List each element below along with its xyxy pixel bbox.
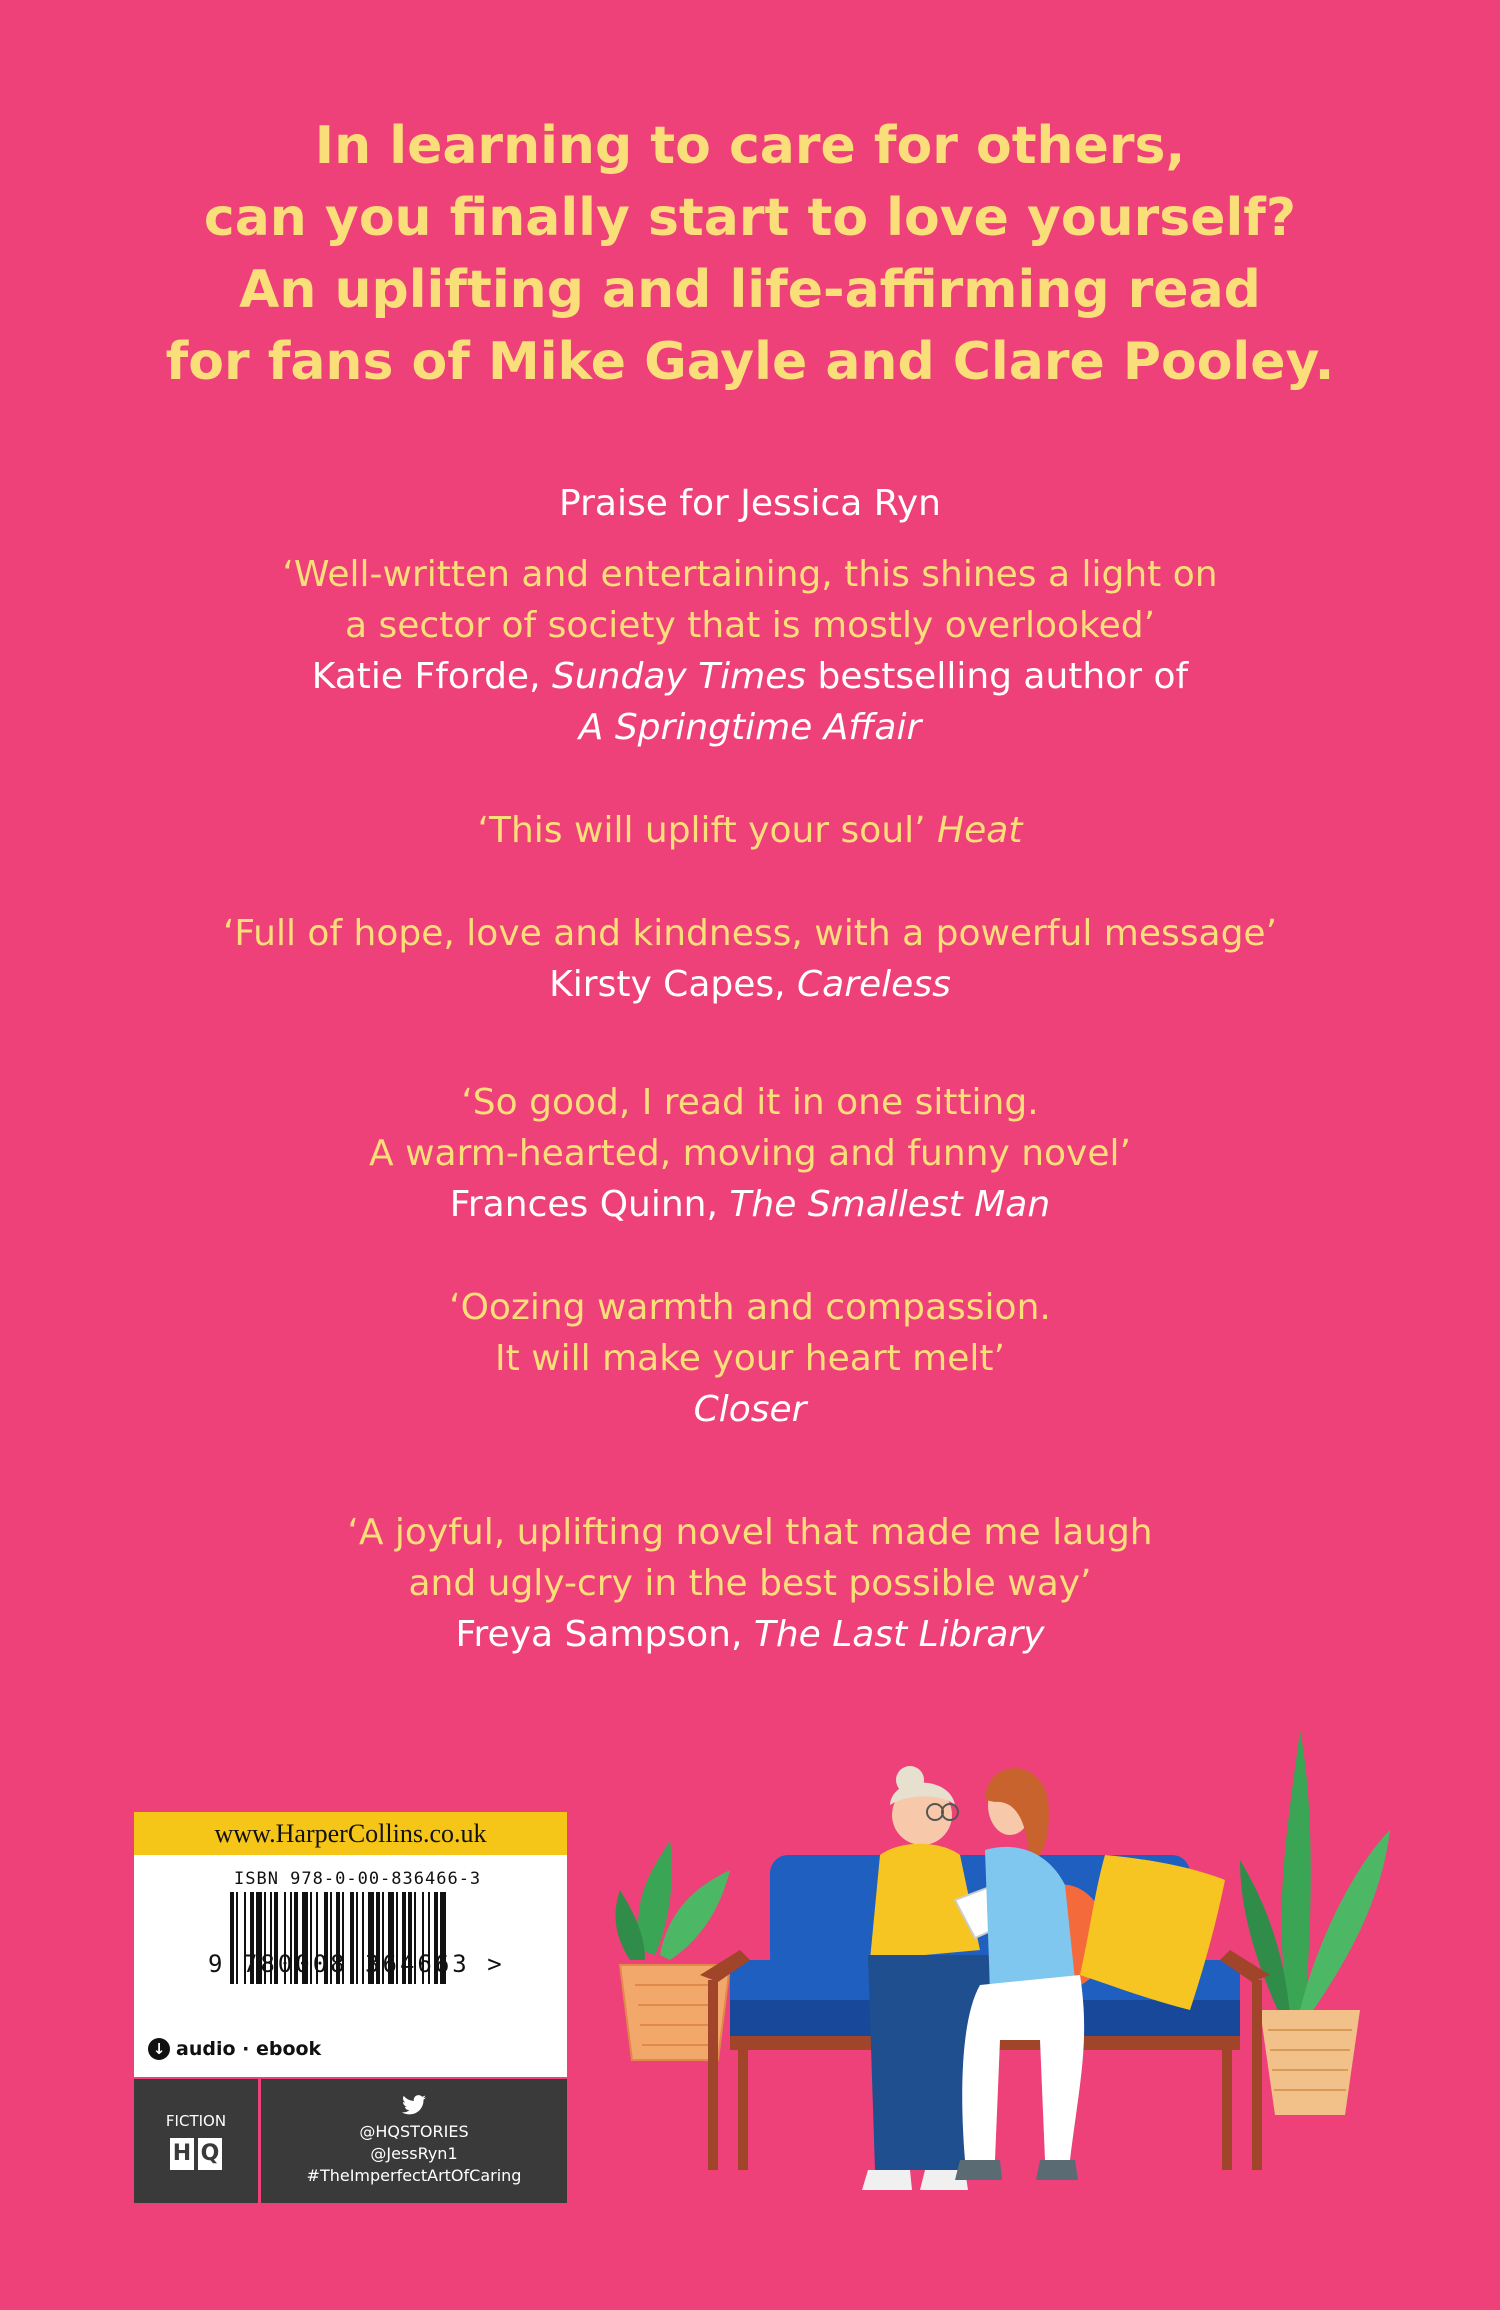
formats-line bbox=[148, 2038, 321, 2060]
review-quote: A warm-hearted, moving and funny novel’ bbox=[369, 1133, 1131, 1174]
review-attribution bbox=[0, 1179, 1500, 1230]
review-quote: ‘Well-written and entertaining, this shines a light on bbox=[282, 554, 1218, 595]
review-4 bbox=[0, 1077, 1500, 1230]
cover-blurb bbox=[0, 110, 1500, 398]
review-2 bbox=[0, 805, 1500, 856]
logo-letter: H bbox=[170, 2138, 194, 2170]
publication-name: Sunday Times bbox=[551, 656, 807, 697]
praise-heading: Praise for Jessica Ryn bbox=[559, 483, 941, 524]
imprint-footer bbox=[134, 2079, 567, 2203]
blurb-line: can you finally start to love yourself? bbox=[203, 188, 1297, 248]
social-panel bbox=[261, 2079, 567, 2203]
blurb-line: In learning to care for others, bbox=[314, 116, 1186, 176]
review-1 bbox=[0, 549, 1500, 753]
blurb-line: for fans of Mike Gayle and Clare Pooley. bbox=[165, 332, 1335, 392]
review-quote: ‘So good, I read it in one sitting. bbox=[461, 1082, 1039, 1123]
review-6 bbox=[0, 1507, 1500, 1660]
barcode-panel bbox=[134, 1812, 567, 2077]
author-name: Kirsty Capes, bbox=[549, 964, 798, 1005]
sofa-illustration bbox=[600, 1720, 1400, 2240]
author-name: Frances Quinn, bbox=[449, 1184, 730, 1225]
book-title: A Springtime Affair bbox=[578, 707, 922, 748]
review-quote bbox=[0, 805, 1500, 856]
review-quote: It will make your heart melt’ bbox=[495, 1338, 1005, 1379]
review-attribution bbox=[0, 959, 1500, 1010]
formats-label: audio · ebook bbox=[176, 2038, 322, 2060]
blurb-line: An uplifting and life-affirming read bbox=[239, 260, 1261, 320]
social-handle: @HQSTORIES bbox=[359, 2122, 469, 2141]
review-attribution bbox=[0, 1384, 1500, 1435]
twitter-icon bbox=[402, 2095, 426, 2119]
review-3 bbox=[0, 908, 1500, 1010]
hq-imprint bbox=[134, 2079, 261, 2203]
author-name: Katie Fforde, bbox=[311, 656, 552, 697]
publisher-url: www.HarperCollins.co.uk bbox=[134, 1812, 567, 1855]
right-plant bbox=[1240, 1730, 1390, 2115]
hq-logo bbox=[170, 2138, 222, 2170]
social-hashtag: #TheImperfectArtOfCaring bbox=[306, 2166, 522, 2185]
review-quote: and ugly-cry in the best possible way’ bbox=[408, 1563, 1092, 1604]
author-description: bestselling author of bbox=[806, 656, 1189, 697]
social-handle: @JessRyn1 bbox=[370, 2144, 458, 2163]
review-quote: a sector of society that is mostly overlooked’ bbox=[344, 605, 1156, 646]
review-quote: ‘A joyful, uplifting novel that made me laugh bbox=[347, 1512, 1153, 1553]
logo-letter: Q bbox=[198, 2138, 222, 2170]
review-attribution bbox=[0, 1609, 1500, 1660]
reviews-section bbox=[0, 478, 1500, 1660]
review-quote: ‘Oozing warmth and compassion. bbox=[449, 1287, 1051, 1328]
review-quote: ‘Full of hope, love and kindness, with a powerful message’ bbox=[222, 913, 1278, 954]
publication-name: Heat bbox=[937, 810, 1023, 851]
book-title: The Last Library bbox=[753, 1614, 1045, 1655]
book-title: The Smallest Man bbox=[729, 1184, 1051, 1225]
book-title: Careless bbox=[797, 964, 951, 1005]
download-icon: ↓ bbox=[148, 2038, 170, 2060]
quote-text: ‘This will uplift your soul’ bbox=[477, 810, 938, 851]
review-book bbox=[0, 702, 1500, 753]
isbn-label: ISBN 978-0-00-836466-3 bbox=[234, 1869, 482, 1889]
review-attribution bbox=[0, 651, 1500, 702]
ean-digits: 9 780008 364663 > bbox=[208, 1950, 505, 1978]
review-5 bbox=[0, 1282, 1500, 1435]
genre-label: FICTION bbox=[165, 2112, 227, 2130]
author-name: Freya Sampson, bbox=[455, 1614, 754, 1655]
publication-name: Closer bbox=[693, 1389, 807, 1430]
